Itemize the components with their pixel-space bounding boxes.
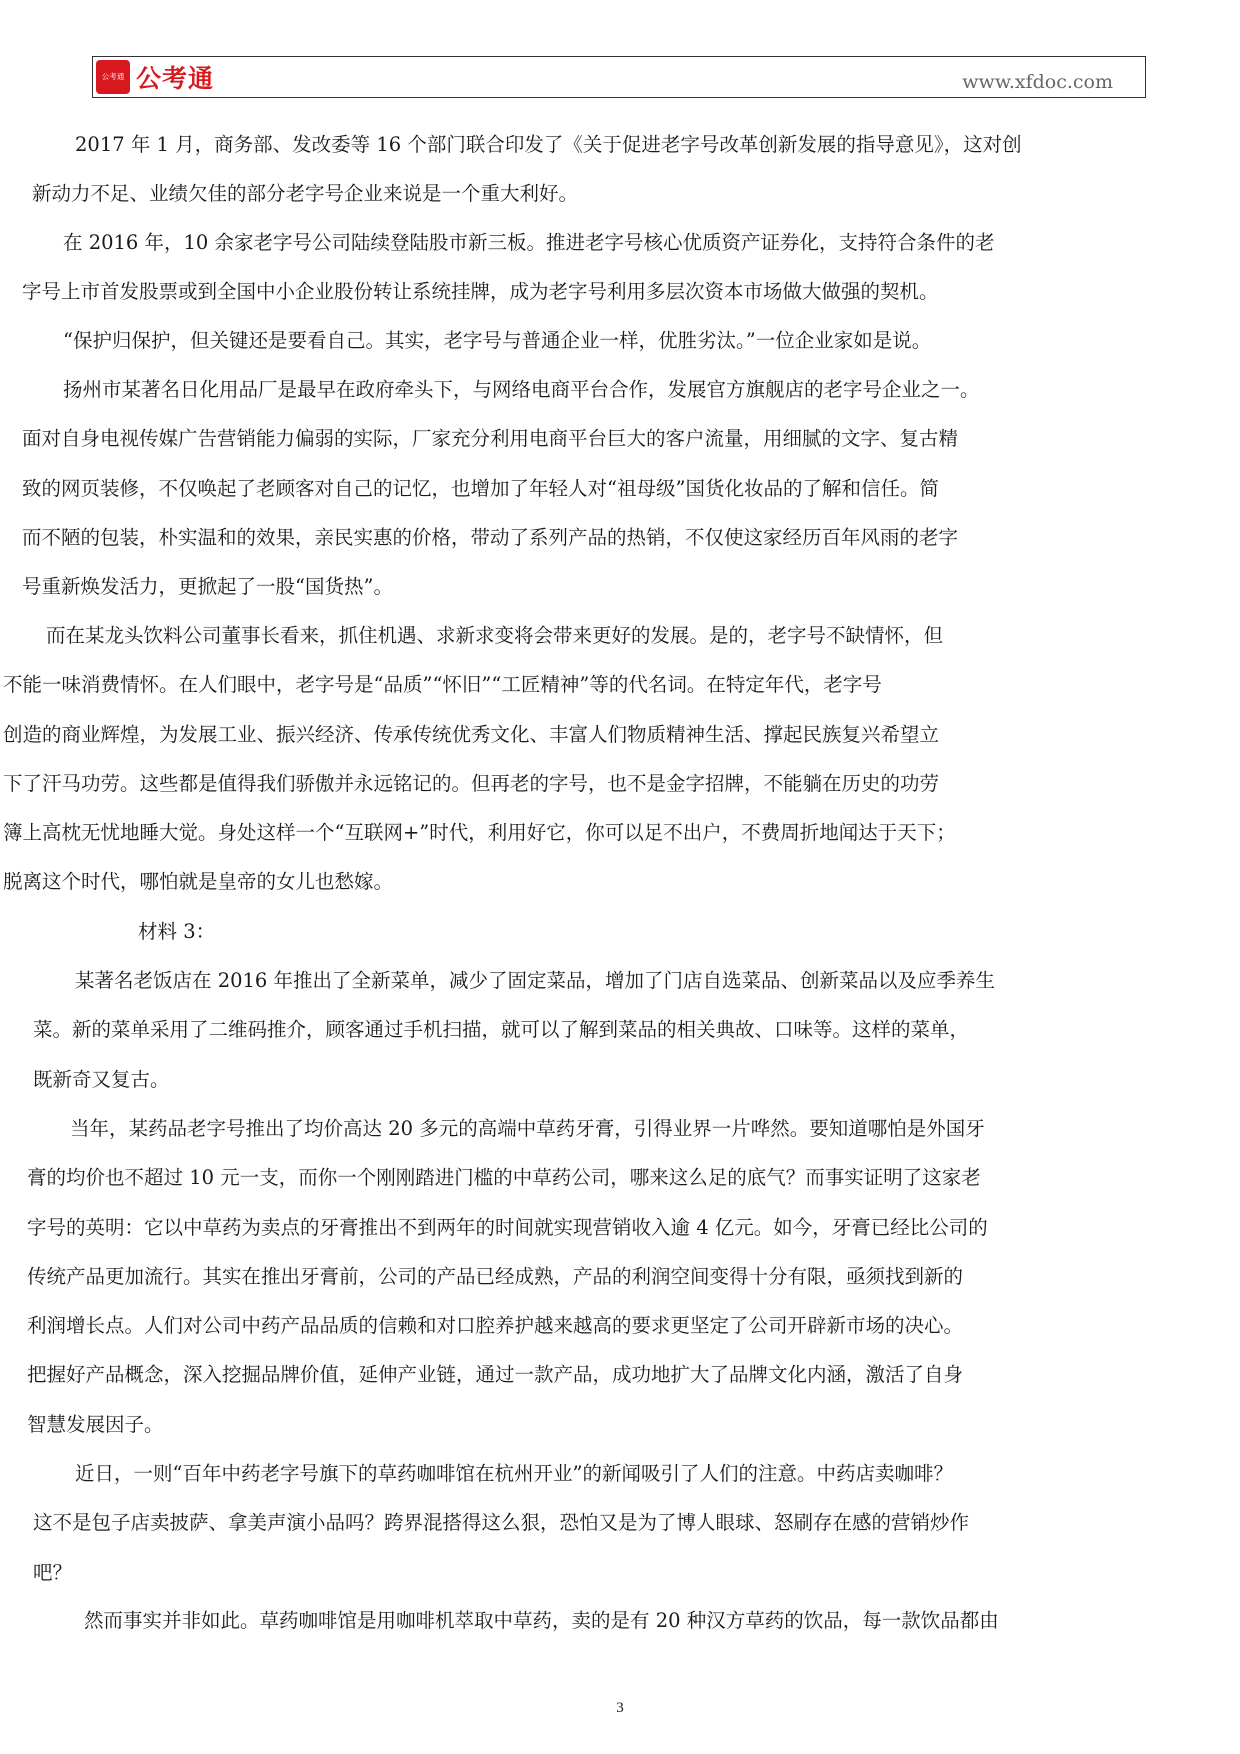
text-line: 扬州市某著名日化用品厂是最早在政府牵头下，与网络电商平台合作，发展官方旗舰店的老字号企业之一。	[63, 378, 980, 401]
paragraph-1	[0, 120, 1022, 219]
text-line: 菜。新的菜单采用了二维码推介，顾客通过手机扫描，就可以了解到菜品的相关典故、口味等。这样的菜单，	[33, 1018, 970, 1042]
paragraph-4	[0, 365, 980, 611]
text-line: 智慧发展因子。	[27, 1412, 164, 1436]
text-line: 既新奇又复古。	[33, 1067, 170, 1091]
text-line: “保护归保护，但关键还是要看自己。其实，老字号与普通企业一样，优胜劣汰。”一位企业家如是说。	[63, 329, 932, 352]
page-header	[92, 56, 1146, 98]
site-url: www.xfdoc.com	[962, 71, 1113, 93]
text-line: 下了汗马功劳。这些都是值得我们骄傲并永远铭记的。但再老的字号，也不是金字招牌，不能躺在历史的功劳	[3, 771, 940, 795]
page-number: 3	[616, 1700, 624, 1716]
text-line: 把握好产品概念，深入挖掘品牌价值，延伸产业链，通过一款产品，成功地扩大了品牌文化内涵，激活了自身	[27, 1363, 964, 1387]
paragraph-3	[0, 316, 931, 365]
paragraph-6	[0, 956, 995, 1104]
text-line: 利润增长点。人们对公司中药产品品质的信赖和对口腔养护越来越高的要求更坚定了公司开辟新市场的决心。	[27, 1314, 964, 1338]
text-line: 传统产品更加流行。其实在推出牙膏前，公司的产品已经成熟，产品的利润空间变得十分有限，亟须找到新的	[27, 1264, 964, 1288]
paragraph-5	[0, 611, 956, 907]
text-line: 脱离这个时代，哪怕就是皇帝的女儿也愁嫁。	[3, 870, 394, 894]
text-line: 面对自身电视传媒广告营销能力偏弱的实际，厂家充分利用电商平台巨大的客户流量，用细腻的文字、复古精	[22, 427, 959, 451]
text-line: 某著名老饭店在 2016 年推出了全新菜单，减少了固定菜品，增加了门店自选菜品、创新菜品以及应季养生	[75, 969, 996, 992]
text-line: 字号上市首发股票或到全国中小企业股份转让系统挂牌，成为老字号利用多层次资本市场做大做强的契机。	[22, 280, 939, 304]
text-line: 不能一味消费情怀。在人们眼中，老字号是“品质”“怀旧”“工匠精神”等的代名词。在特定年代，老字号	[3, 673, 882, 697]
text-line: 而在某龙头饮料公司董事长看来，抓住机遇、求新求变将会带来更好的发展。是的，老字号不缺情怀，但	[46, 624, 944, 647]
logo-badge: 公考通	[96, 60, 130, 94]
text-line: 这不是包子店卖披萨、拿美声演小品吗？跨界混搭得这么狠，恐怕又是为了博人眼球、怒刷存在感的营销炒作	[33, 1511, 970, 1535]
text-line: 2017 年 1 月，商务部、发改委等 16 个部门联合印发了《关于促进老字号改革创新发展的指导意见》，这对创	[75, 133, 1022, 156]
text-line: 然而事实并非如此。草药咖啡馆是用咖啡机萃取中草药，卖的是有 20 种汉方草药的饮品，每一款饮品都由	[84, 1609, 999, 1632]
paragraph-7	[0, 1104, 988, 1449]
text-line: 致的网页装修，不仅唤起了老顾客对自己的记忆，也增加了年轻人对“祖母级”国货化妆品的了解和信任。简	[22, 476, 939, 500]
text-line: 簿上高枕无忧地睡大觉。身处这样一个“互联网+”时代，利用好它，你可以足不出户，不费周折地闻达于天下；	[3, 821, 956, 845]
text-line: 当年，某药品老字号推出了均价高达 20 多元的高端中草药牙膏，引得业界一片哗然。要知道哪怕是外国牙	[70, 1117, 985, 1140]
paragraph-9	[0, 1596, 999, 1645]
paragraph-8	[0, 1449, 969, 1597]
paragraph-2	[0, 218, 995, 317]
text-line: 新动力不足、业绩欠佳的部分老字号企业来说是一个重大利好。	[32, 182, 579, 206]
text-line: 材料 3：	[138, 920, 216, 943]
text-line: 在 2016 年，10 余家老字号公司陆续登陆股市新三板。推进老字号核心优质资产证券化，支持符合条件的老	[63, 231, 995, 254]
text-line: 近日，一则“百年中药老字号旗下的草药咖啡馆在杭州开业”的新闻吸引了人们的注意。中药店卖咖啡？	[75, 1462, 953, 1485]
section-heading	[0, 907, 215, 956]
text-line: 字号的英明：它以中草药为卖点的牙膏推出不到两年的时间就实现营销收入逾 4 亿元。如今，牙膏已经比公司的	[27, 1215, 988, 1239]
text-line: 号重新焕发活力，更掀起了一股“国货热”。	[22, 575, 393, 599]
logo	[96, 60, 214, 94]
text-line: 而不陋的包装，朴实温和的效果，亲民实惠的价格，带动了系列产品的热销，不仅使这家经历百年风雨的老字	[22, 525, 959, 549]
text-line: 膏的均价也不超过 10 元一支，而你一个刚刚踏进门槛的中草药公司，哪来这么足的底气？而事实证明了这家老	[27, 1166, 981, 1190]
text-line: 吧？	[33, 1560, 73, 1584]
text-line: 创造的商业辉煌，为发展工业、振兴经济、传承传统优秀文化、丰富人们物质精神生活、撑起民族复兴希望立	[3, 722, 940, 746]
logo-text: 公考通	[136, 64, 215, 93]
